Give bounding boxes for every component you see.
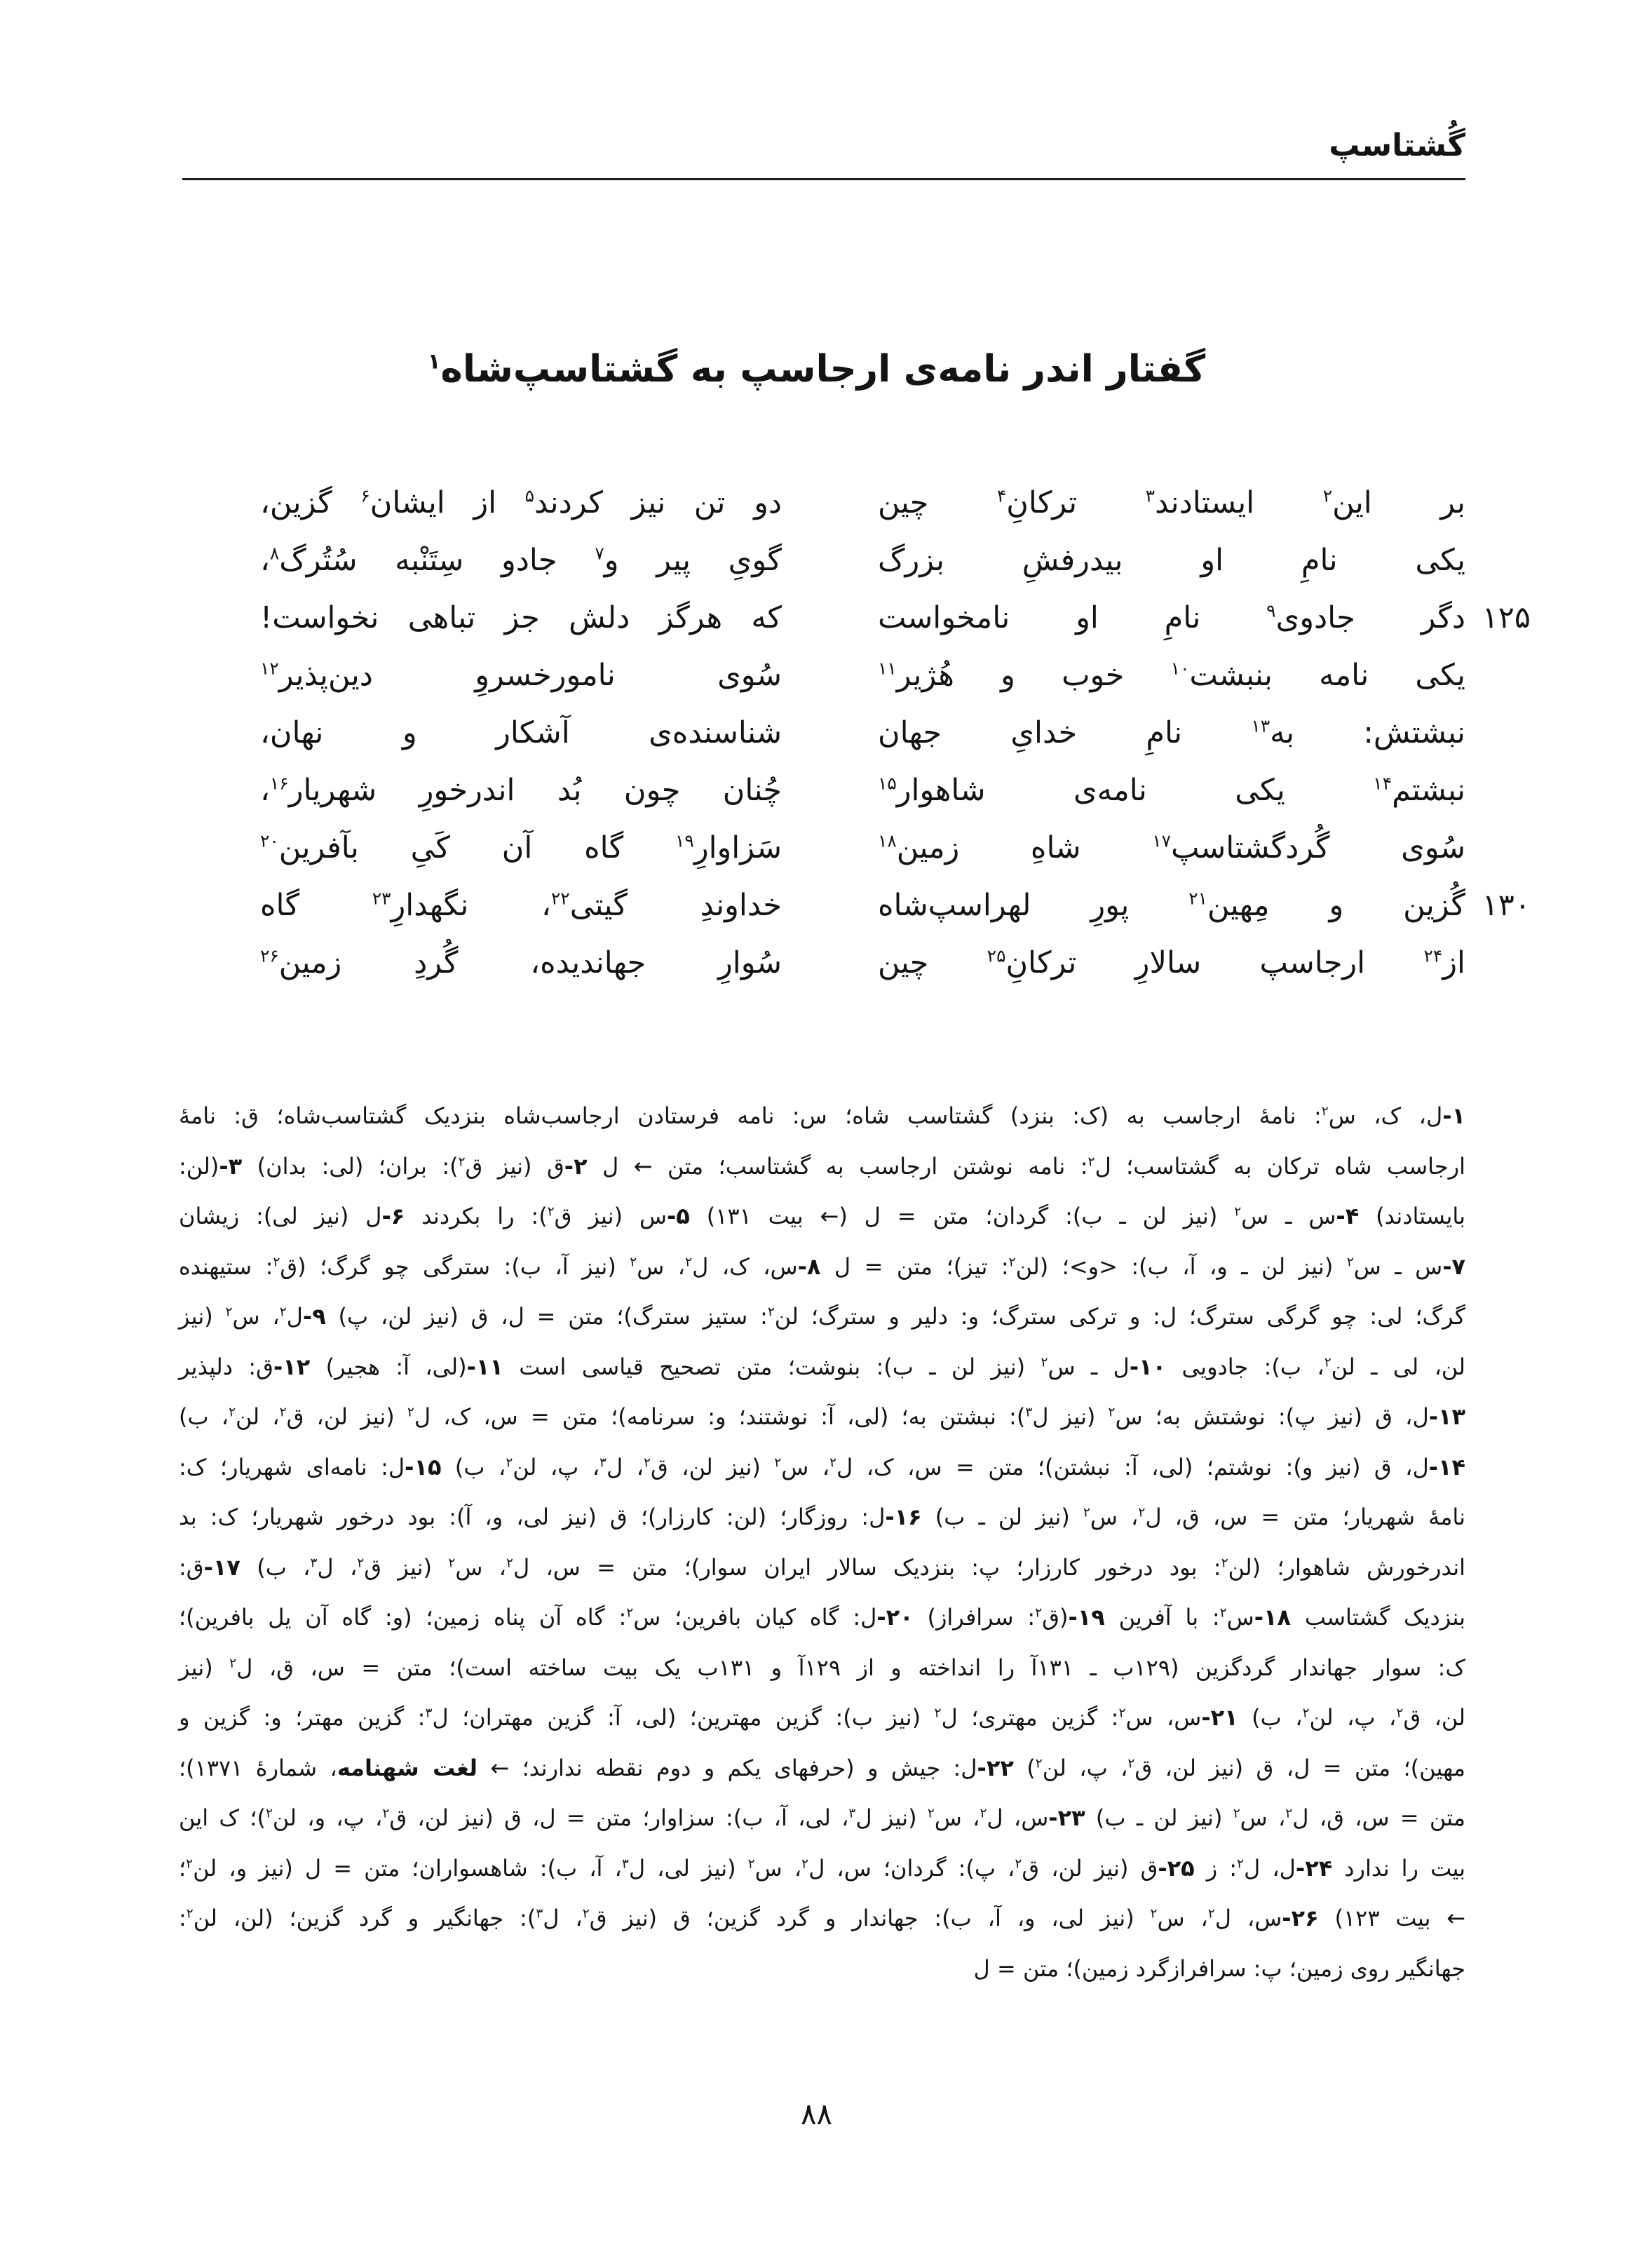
apparatus-line: ک: سوار جهاندار گردگزین (۱۲۹ب ـ ۱۳۱آ را انداخته و از ۱۲۹آ و ۱۳۱ب یک بیت ساخته است)؛ متن = س، ق، ل$^۲$ (نیز xyxy=(179,1654,1466,1681)
hemistich-left: شناسنده‌ی آشکار و نهان، xyxy=(260,715,782,750)
apparatus-line: ۱۳-ل، ق (نیز پ): نوشتش به؛ س$^۲$ (نیز ل$^۳$): نبشتن به؛ (لی، آ: نوشتند؛ و: سرنامه)؛ متن = س، ک، ل$^۲$ (نیز لن، ق$^۲$، لن$^۲$، ب) xyxy=(179,1403,1466,1430)
apparatus-line: ارجاسب شاه ترکان به گشتاسب؛ ل$^۲$: نامه نوشتن ارجاسب به گشتاسب؛ متن ← ل ۲-ق (نیز ق$^۲$): بران؛ (لی: بدان) ۳-(لن: xyxy=(179,1152,1466,1180)
apparatus-line: لن، ق$^۲$، پ، لن$^۲$، ب) ۲۱-س، س$^۲$: گزین مهتری؛ ل$^۲$ (نیز ب): گزین مهترین؛ (لی، آ: گزین مهتران؛ ل$^۳$: گزین مهتر؛ و: گزین و xyxy=(179,1704,1466,1731)
verse-row xyxy=(0,934,1633,992)
hemistich-left: سُوارِ جهاندیده، گُردِ زمین$^{۲۶}$ xyxy=(260,945,782,980)
apparatus-line: اندرخورش شاهوار؛ (لن$^۲$: بود درخور کارزار؛ پ: بنزدیک سالار ایران سوار)؛ متن = س، ل$^۲$، س$^۲$ (نیز ق$^۲$، ل$^۳$، ب) ۱۷-ق: xyxy=(179,1553,1466,1581)
hemistich-left: که هرگز دلش جز تباهی نخواست! xyxy=(260,600,782,635)
page-number: ۸۸ xyxy=(800,2097,833,2131)
hemistich-right: نبشتم$^{۱۴}$ یکی نامه‌ی شاهوار$^{۱۵}$ xyxy=(878,773,1465,808)
verse-number: ۱۳۰ xyxy=(1482,888,1531,923)
hemistich-left: دو تن نیز کردند$^۵$ از ایشان$^۶$ گزین، xyxy=(260,485,782,520)
verse-row xyxy=(0,819,1633,877)
apparatus-line: ۱۴-ل، ق (نیز و): نوشتم؛ (لی، آ: نبشتن)؛ متن = س، ک، ل$^۲$، س$^۲$ (نیز لن، ق$^۲$، ل$^۳$، پ، لن$^۲$، ب) ۱۵-ل: نامه‌ای شهریار؛ ک: xyxy=(179,1453,1466,1480)
hemistich-right: بر این$^۲$ ایستادند$^۳$ ترکانِ$^۴$ چین xyxy=(878,485,1465,520)
verse-row xyxy=(0,704,1633,762)
hemistich-right: یکی نامه بنبشت$^{۱۰}$ خوب و هُژیر$^{۱۱}$ xyxy=(878,658,1465,693)
hemistich-left: گویِ پیر و$^۷$ جادو سِتَنْبه سُتُرگ$^۸$، xyxy=(260,543,782,578)
hemistich-left: سَزاوارِ$^{۱۹}$ گاه آن کَیِ بآفرین$^{۲۰}$ xyxy=(260,830,782,865)
apparatus-line: بایستادند) ۴-س ـ س$^۲$ (نیز لن ـ ب): گردان؛ متن = ل (← بیت ۱۳۱) ۵-س (نیز ق$^۲$): را بکردند ۶-ل (نیز لی): زیشان xyxy=(179,1203,1466,1229)
hemistich-right: سُوی گُردگشتاسپ$^{۱۷}$ شاهِ زمین$^{۱۸}$ xyxy=(878,830,1465,865)
verse-row xyxy=(0,589,1633,647)
verse-row xyxy=(0,647,1633,704)
apparatus-line: مهین)؛ متن = ل، ق (نیز لن، ق$^۲$، پ، لن$^۲$) ۲۲-ل: جیش و (حرفهای یکم و دوم نقطه ندارند؛ ← لغت شهنامه، شمارهٔ ۱۳۷۱)؛ xyxy=(179,1754,1466,1781)
verse-row xyxy=(0,877,1633,934)
apparatus-line: ۱-ل، ک، س$^۲$: نامهٔ ارجاسب به (ک: بنزد) گشتاسب شاه؛ س: نامه فرستادن ارجاسب‌شاه بنزدیک گشتاسب‌شاه؛ ق: نامهٔ xyxy=(179,1102,1466,1129)
hemistich-left: چُنان چون بُد اندرخورِ شهریار$^{۱۶}$، xyxy=(260,773,782,808)
apparatus-line: ← بیت ۱۲۳) ۲۶-س، ل$^۲$، س$^۲$ (نیز لی، و، آ، ب): جهاندار و گرد گزین؛ ق (نیز ق$^۲$، ل$^۳$): جهانگیر و گرد گزین؛ (لن، لن$^۲$: xyxy=(179,1905,1466,1931)
apparatus-line: ۷-س ـ س$^۲$ (نیز لن ـ و، آ، ب): <و>؛ (لن$^۲$: تیز)؛ متن = ل ۸-س، ک، ل$^۲$، س$^۲$ (نیز آ، ب): سترگی چو گرگ؛ (ق$^۲$: ستیهنده xyxy=(179,1253,1465,1280)
apparatus-line: بنزدیک گشتاسب ۱۸-س$^۲$: با آفرین ۱۹-(ق$^۲$: سرافراز) ۲۰-ل: گاه کیان بافرین؛ س$^۲$: گاه آن پناه زمین؛ (و: گاه آن یل بافرین)؛ xyxy=(179,1604,1466,1631)
hemistich-right: نبشتش: به$^{۱۳}$ نامِ خدایِ جهان xyxy=(878,715,1465,750)
apparatus-line: لن، لی ـ لن$^۲$، ب): جادویی ۱۰-ل ـ س$^۲$ (نیز لن ـ ب): بنوشت؛ متن تصحیح قیاسی است ۱۱-(لی، آ: هجیر) ۱۲-ق: دلپذیر xyxy=(179,1353,1466,1380)
apparatus-line: جهانگیر روی زمین؛ پ: سرافرازگرد زمین)؛ متن = ل xyxy=(973,1955,1465,1982)
hemistich-left: سُوی نامورخسروِ دین‌پذیر$^{۱۲}$ xyxy=(260,658,782,693)
header-rule xyxy=(182,178,1465,180)
hemistich-left: خداوندِ گیتی$^{۲۲}$، نگهدارِ$^{۲۳}$ گاه xyxy=(260,888,782,923)
verse-row xyxy=(0,474,1633,532)
verse-number: ۱۲۵ xyxy=(1482,600,1531,635)
section-title: گفتار اندر نامه‌ی ارجاسپ به گشتاسپ‌شاه$^۱$ xyxy=(427,348,1206,391)
hemistich-right: گُزین و مِهین$^{۲۱}$ پورِ لهراسپ‌شاه xyxy=(878,888,1465,923)
poem xyxy=(0,474,1633,992)
verse-row xyxy=(0,762,1633,819)
running-head: گُشتاسپ xyxy=(1329,128,1465,163)
hemistich-right: دگر جادوی$^۹$ نامِ او نامخواست xyxy=(878,600,1465,635)
apparatus xyxy=(179,1091,1465,1994)
apparatus-line: گرگ؛ لی: چو گرگی سترگ؛ ل: و ترکی سترگ؛ و: دلیر و سترگ؛ لن$^۲$: ستیز سترگ)؛ متن = ل، ق (نیز لن، پ) ۹-ل$^۲$، س$^۲$ (نیز xyxy=(179,1303,1466,1330)
hemistich-right: یکی نامِ او بیدرفشِ بزرگ xyxy=(878,543,1465,578)
apparatus-line: بیت را ندارد ۲۴-ل، ل$^۲$: ز ۲۵-ق (نیز لن، ق$^۲$، پ): گردان؛ س، ل$^۲$، س$^۲$ (نیز لی، ل$^۳$، آ، ب): شاهسواران؛ متن = ل (نیز و، لن$^۲$؛ xyxy=(179,1854,1466,1882)
apparatus-line: نامهٔ شهریار؛ متن = س، ق، ل$^۲$، س$^۲$ (نیز لن ـ ب) ۱۶-ل: روزگار؛ (لن: کارزار)؛ ق (نیز لی، و، آ): بود درخور شهریار؛ ک: بد xyxy=(179,1504,1466,1530)
hemistich-right: از$^{۲۴}$ ارجاسپ سالارِ ترکانِ$^{۲۵}$ چین xyxy=(878,945,1465,980)
apparatus-line: متن = س، ق، ل$^۲$، س$^۲$ (نیز لن ـ ب) ۲۳-س، ل$^۲$، س$^۲$ (نیز ل$^۳$، لی، آ، ب): سزاوار؛ متن = ل، ق (نیز لن، ق$^۲$، پ، و، لن$^۲$)؛ ک این xyxy=(179,1804,1466,1831)
verse-row xyxy=(0,532,1633,589)
